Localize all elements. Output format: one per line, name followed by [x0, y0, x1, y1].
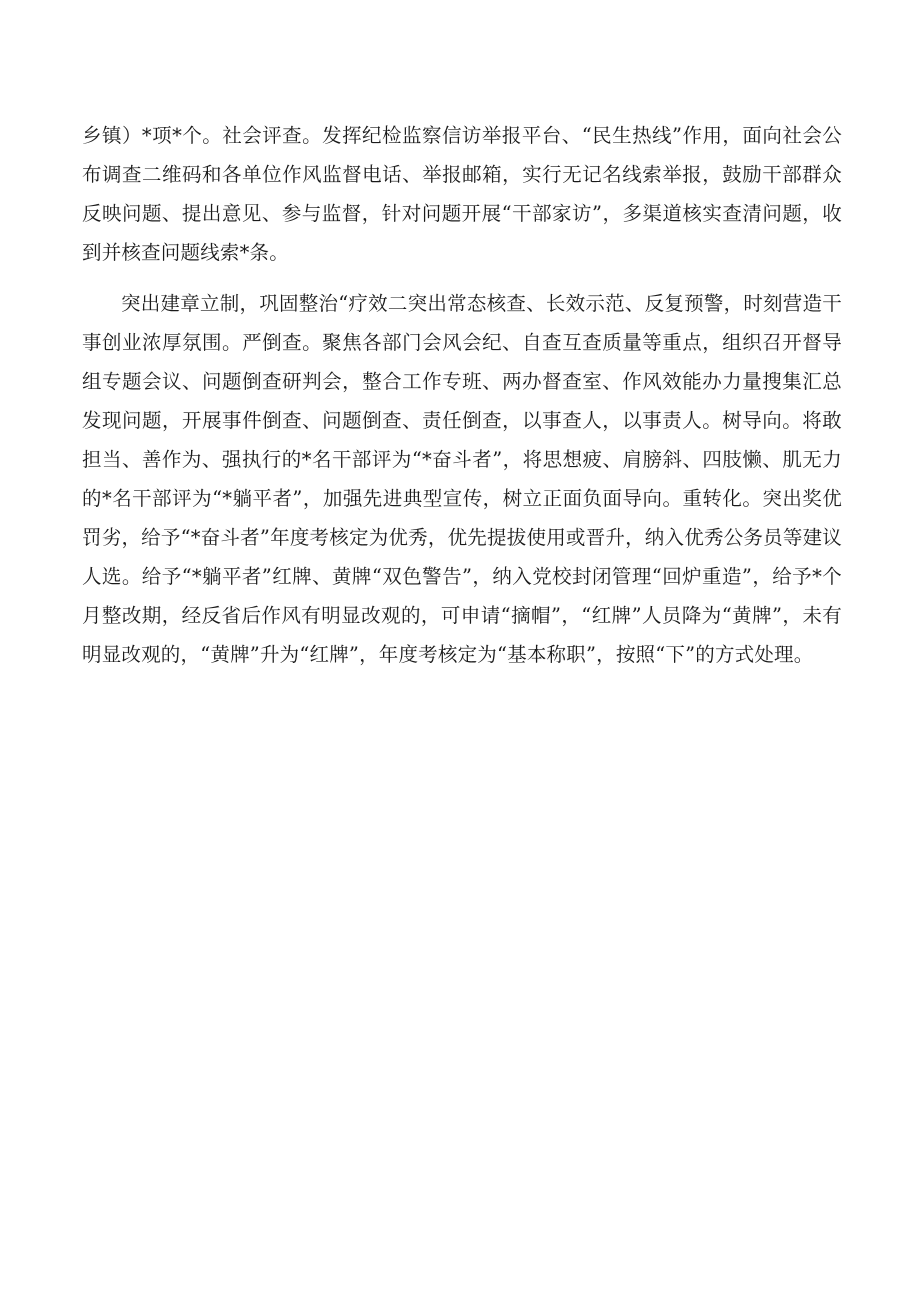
paragraph-2: 突出建章立制，巩固整治“疗效二突出常态核查、长效示范、反复预警，时刻营造干事创业浓厚氛围。严倒查。聚焦各部门会风会纪、自查互查质量等重点，组织召开督导组专题会议、问题倒查研判会，整合工作专班、两办督查室、作风效能办力量搜集汇总发现问题，开展事件倒查、问题倒查、责任倒查，以事查人，以事责人。树导向。将敢担当、善作为、强执行的*名干部评为“*奋斗者”，将思想疲、肩膀斜、四肢懒、肌无力的*名干部评为“*躺平者”，加强先进典型宣传，树立正面负面导向。重转化。突出奖优罚劣，给予“*奋斗者”年度考核定为优秀，优先提拔使用或晋升，纳入优秀公务员等建议人选。给予“*躺平者”红牌、黄牌“双色警告”，纳入党校封闭管理“回炉重造”，给予*个月整改期，经反省后作风有明显改观的，可申请“摘帽”，“红牌”人员降为“黄牌”，未有明显改观的，“黄牌”升为“红牌”，年度考核定为“基本称职”，按照“下”的方式处理。 [82, 292, 842, 666]
paragraph-1: 乡镇）*项*个。社会评查。发挥纪检监察信访举报平台、“民生热线”作用，面向社会公布调查二维码和各单位作风监督电话、举报邮箱，实行无记名线索举报，鼓励干部群众反映问题、提出意见、参与监督，针对问题开展“干部家访”，多渠道核实查清问题，收到并核查问题线索*条。 [82, 124, 842, 264]
document-body [82, 116, 842, 674]
